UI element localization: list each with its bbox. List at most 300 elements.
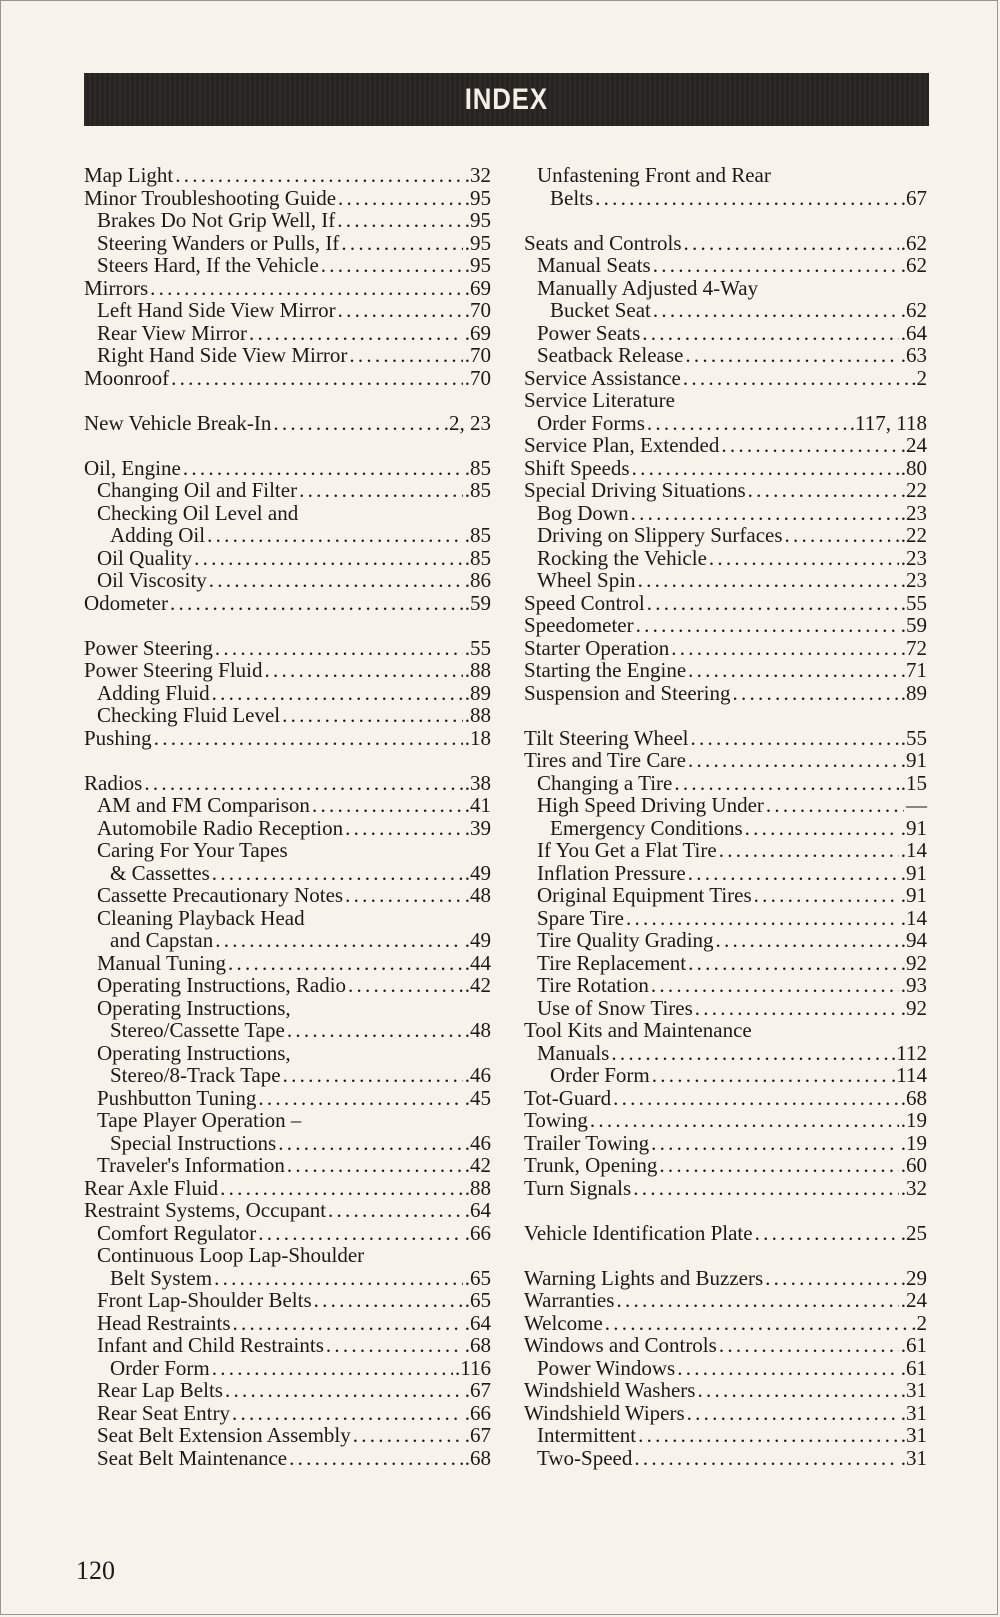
dot-leader (232, 1402, 463, 1425)
index-column-right (524, 164, 927, 1469)
index-entry-page: .48 (464, 883, 491, 907)
index-entry (84, 884, 491, 907)
dot-leader (366, 1244, 489, 1267)
index-spacer (524, 209, 927, 232)
index-entry-title: Warning Lights and Buzzers (524, 1265, 764, 1290)
index-entry (84, 862, 491, 885)
index-entry-page: .22 (900, 478, 927, 502)
dot-leader (642, 322, 899, 345)
dot-leader (228, 952, 463, 975)
index-entry-page: .93 (900, 973, 927, 997)
index-entry-title: Emergency Conditions (550, 815, 743, 840)
index-entry (84, 1402, 491, 1425)
index-entry (524, 637, 927, 660)
index-entry-page: .64 (900, 320, 927, 345)
index-entry-page: .31 (900, 1445, 927, 1470)
index-entry-title: Unfastening Front and Rear (537, 163, 771, 187)
index-entry-page: .92 (900, 950, 927, 975)
index-entry-title: Windows and Controls (524, 1333, 717, 1357)
index-spacer (84, 389, 491, 412)
index-entry (524, 479, 927, 502)
index-entry-page: .48 (464, 1018, 491, 1042)
index-entry (84, 367, 491, 390)
dot-leader (283, 1064, 463, 1087)
index-entry (84, 457, 491, 480)
index-entry (524, 1177, 927, 1200)
index-entry (84, 907, 491, 930)
index-entry-page: .63 (900, 343, 927, 367)
index-entry-title: Tot-Guard (524, 1085, 612, 1110)
page-number: 120 (76, 1556, 115, 1585)
index-entry-title: Caring For Your Tapes (97, 838, 288, 862)
index-entry-title: Tire Replacement (537, 950, 687, 975)
index-entry (524, 862, 927, 885)
index-entry-page: .85 (464, 455, 491, 480)
index-entry-title: Bog Down (537, 500, 629, 525)
dot-leader (220, 1177, 463, 1200)
index-entry-page: .49 (464, 860, 491, 885)
index-entry-title: Shift Speeds (524, 455, 630, 480)
dot-leader (289, 1447, 463, 1470)
dot-leader (677, 1357, 899, 1380)
index-entry-title: Power Steering (84, 635, 213, 660)
index-entry (84, 277, 491, 300)
index-entry (84, 772, 491, 795)
index-entry-title: Seats and Controls (524, 230, 682, 255)
index-entry-title: Spare Tire (537, 905, 624, 930)
dot-leader (732, 682, 898, 705)
index-entry-title: Special Instructions (110, 1130, 277, 1155)
index-entry-page: .70 (464, 298, 491, 322)
index-entry-title: Suspension and Steering (524, 680, 731, 705)
index-entry-page: .23 (900, 500, 927, 525)
dot-leader (207, 524, 463, 547)
index-entry-page: .32 (464, 163, 491, 187)
index-entry-page: .14 (900, 905, 927, 930)
index-entry-page: .62 (900, 230, 927, 255)
dot-leader (595, 187, 899, 210)
dot-leader (709, 547, 899, 570)
index-entry-page: .61 (900, 1355, 927, 1380)
index-entry-title: Belt System (110, 1265, 213, 1290)
dot-leader (287, 1019, 463, 1042)
index-entry-title: Driving on Slippery Surfaces (537, 523, 783, 547)
index-entry-page: .60 (900, 1153, 927, 1177)
index-entry (84, 659, 491, 682)
dot-leader (636, 614, 899, 637)
index-entry-page: .2 (911, 365, 927, 390)
index-entry-title: Order Form (550, 1063, 650, 1087)
index-entry-title: Vehicle Identification Plate (524, 1220, 753, 1245)
index-entry-title: Brakes Do Not Grip Well, If (97, 208, 336, 232)
index-entry-page: .91 (900, 860, 927, 885)
index-entry-title: Left Hand Side View Mirror (97, 298, 336, 322)
index-entry (524, 1379, 927, 1402)
index-entry (524, 502, 927, 525)
dot-leader (605, 1312, 909, 1335)
dot-leader (249, 322, 463, 345)
index-entry-title: Mirrors (84, 275, 149, 300)
dot-leader (312, 794, 463, 817)
index-entry-title: Map Light (84, 163, 174, 187)
index-entry-page: .95 (464, 230, 491, 255)
index-entry-page: .64 (464, 1198, 491, 1222)
index-entry (524, 952, 927, 975)
dot-leader (626, 907, 899, 930)
index-entry-title: Continuous Loop Lap-Shoulder (97, 1243, 365, 1267)
dot-leader (719, 1334, 899, 1357)
index-entry (84, 569, 491, 592)
index-entry (84, 1244, 491, 1267)
index-entry-title: Cleaning Playback Head (97, 905, 305, 930)
dot-leader (688, 749, 899, 772)
index-entry (84, 254, 491, 277)
index-entry (524, 389, 927, 412)
dot-leader (760, 277, 925, 300)
dot-leader (652, 1064, 889, 1087)
index-entry (84, 1312, 491, 1335)
dot-leader (300, 502, 489, 525)
index-entry-title: Inflation Pressure (537, 860, 686, 885)
dot-leader (766, 794, 904, 817)
index-entry (524, 1334, 927, 1357)
dot-leader (314, 1289, 463, 1312)
index-entry (524, 1042, 927, 1065)
index-entry (524, 322, 927, 345)
dot-leader (647, 592, 899, 615)
index-entry-page: .85 (464, 523, 491, 547)
dot-leader (171, 367, 463, 390)
index-entry (84, 524, 491, 547)
index-entry-title: Checking Fluid Level (97, 703, 281, 727)
index-entry (84, 187, 491, 210)
index-entry-page: .95 (464, 208, 491, 232)
index-entry (524, 524, 927, 547)
index-entry (84, 682, 491, 705)
index-entry (524, 1064, 927, 1087)
index-entry (524, 1289, 927, 1312)
dot-leader (349, 344, 462, 367)
index-entry (524, 974, 927, 997)
index-entry (84, 952, 491, 975)
index-entry-page: .69 (464, 320, 491, 345)
index-entry (84, 817, 491, 840)
dot-leader (258, 1087, 462, 1110)
index-entry (84, 1042, 491, 1065)
index-entry-page: .85 (464, 478, 491, 502)
index-entry-title: If You Get a Flat Tire (537, 838, 717, 862)
index-entry-page: .55 (900, 725, 927, 750)
index-entry (84, 547, 491, 570)
index-entry-title: Steers Hard, If the Vehicle (97, 253, 319, 277)
index-entry-title: Oil Quality (97, 545, 193, 570)
index-entry-page: .49 (464, 928, 491, 952)
index-entry-page: .55 (900, 590, 927, 615)
index-entry (524, 299, 927, 322)
index-entry-title: Service Assistance (524, 365, 681, 390)
index-entry (524, 457, 927, 480)
index-entry-title: Seatback Release (537, 343, 684, 367)
index-entry-title: Oil Viscosity (97, 568, 207, 592)
index-entry-page: .19 (900, 1108, 927, 1132)
index-entry (84, 637, 491, 660)
dot-leader (282, 704, 463, 727)
dot-leader (341, 232, 462, 255)
dot-leader (303, 1109, 489, 1132)
dot-leader (258, 1222, 463, 1245)
index-entry-page: .117, 118 (849, 410, 927, 435)
index-entry (524, 929, 927, 952)
dot-leader (687, 1402, 899, 1425)
index-entry-page: .85 (464, 545, 491, 570)
index-entry-page: .2, 23 (443, 410, 491, 435)
index-entry-title: Starting the Engine (524, 658, 687, 682)
dot-leader (653, 299, 899, 322)
index-entry-title: Manual Seats (537, 253, 651, 277)
dot-leader (716, 929, 899, 952)
index-entry (524, 682, 927, 705)
index-entry-title: and Capstan (110, 928, 214, 952)
index-entry (84, 1267, 491, 1290)
index-entry-title: Operating Instructions, (97, 1040, 291, 1065)
index-entry-page: .71 (900, 658, 927, 682)
index-entry-page: .112 (891, 1040, 927, 1065)
index-entry (524, 794, 927, 817)
index-entry-title: Head Restraints (97, 1310, 231, 1335)
index-entry (84, 1019, 491, 1042)
index-entry (524, 412, 927, 435)
index-entry-title: Manually Adjusted 4-Way (537, 275, 759, 300)
index-entry-page: .88 (464, 658, 491, 682)
index-entry (524, 1154, 927, 1177)
dot-leader (212, 1357, 453, 1380)
index-entry-page: .62 (900, 298, 927, 322)
index-entry-title: Pushing (84, 725, 152, 750)
dot-leader (337, 209, 463, 232)
index-entry-page: .42 (464, 973, 491, 997)
index-entry (524, 817, 927, 840)
dot-leader (613, 1087, 899, 1110)
index-entry-title: Turn Signals (524, 1175, 632, 1200)
index-entry-page: .23 (900, 545, 927, 570)
index-entry-title: High Speed Driving Under (537, 793, 764, 817)
dot-leader (233, 1312, 463, 1335)
index-entry-title: Manual Tuning (97, 950, 226, 975)
index-entry-title: Power Steering Fluid (84, 658, 263, 682)
index-entry (84, 974, 491, 997)
index-entry (524, 1424, 927, 1447)
index-entry-title: Moonroof (84, 365, 170, 390)
dot-leader (154, 727, 463, 750)
index-entry-title: Odometer (84, 590, 168, 615)
index-entry-title: Restraint Systems, Occupant (84, 1198, 327, 1222)
dot-leader (754, 884, 899, 907)
dot-leader (748, 479, 899, 502)
index-entry-title: Use of Snow Tires (537, 995, 693, 1020)
dot-leader (631, 502, 899, 525)
index-entry-title: Tire Rotation (537, 973, 649, 997)
index-entry-page: .24 (900, 1288, 927, 1312)
index-entry (84, 997, 491, 1020)
dot-leader (685, 344, 898, 367)
index-entry (524, 187, 927, 210)
index-entry-page: — (906, 793, 927, 817)
index-entry (84, 839, 491, 862)
index-entry (84, 299, 491, 322)
index-entry-page: .39 (464, 815, 491, 840)
index-entry-page: .62 (900, 253, 927, 277)
index-entry-page: .2 (911, 1310, 927, 1335)
index-entry-page: .55 (464, 635, 491, 660)
index-entry (524, 839, 927, 862)
index-entry-title: Manuals (537, 1040, 610, 1065)
index-entry-title: Trailer Towing (524, 1130, 650, 1155)
index-entry-title: Original Equipment Tires (537, 883, 752, 907)
index-entry (524, 1222, 927, 1245)
dot-leader (212, 862, 463, 885)
index-entry-title: Welcome (524, 1310, 603, 1335)
index-entry (84, 1064, 491, 1087)
index-entry-page: .95 (464, 185, 491, 210)
dot-leader (215, 637, 463, 660)
index-entry-page: .42 (464, 1153, 491, 1177)
index-entry-page: .92 (900, 995, 927, 1020)
dot-leader (632, 457, 899, 480)
dot-leader (183, 457, 463, 480)
index-entry (84, 1132, 491, 1155)
index-entry-title: Tape Player Operation – (97, 1108, 302, 1132)
dot-leader (225, 1379, 463, 1402)
index-entry-page: .15 (900, 770, 927, 795)
index-entry-page: .22 (900, 523, 927, 547)
index-entry-title: Oil, Engine (84, 455, 181, 480)
index-entry (524, 569, 927, 592)
dot-leader (345, 817, 463, 840)
index-entry-page: .61 (900, 1333, 927, 1357)
index-entry-page: .69 (464, 275, 491, 300)
dot-leader (170, 592, 463, 615)
index-entry-title: Rocking the Vehicle (537, 545, 707, 570)
index-entry (84, 1087, 491, 1110)
index-entry (524, 997, 927, 1020)
index-entry-page: .59 (900, 613, 927, 637)
index-entry-page: .70 (464, 343, 491, 367)
index-entry-page: .64 (464, 1310, 491, 1335)
index-entry-page: .80 (900, 455, 927, 480)
index-entry (84, 322, 491, 345)
index-entry-title: Seat Belt Extension Assembly (97, 1423, 351, 1447)
index-entry-title: Windshield Wipers (524, 1400, 685, 1425)
index-entry-page: .38 (464, 770, 491, 795)
index-entry-title: Radios (84, 770, 143, 795)
index-entry-title: Tool Kits and Maintenance (524, 1018, 752, 1042)
index-entry-page: .24 (900, 433, 927, 457)
index-entry (524, 727, 927, 750)
dot-leader (215, 929, 463, 952)
index-entry (524, 1019, 927, 1042)
index-entry-title: Front Lap-Shoulder Belts (97, 1288, 312, 1312)
index-entry-title: Starter Operation (524, 635, 670, 660)
index-entry-page: .89 (464, 680, 491, 705)
index-entry-page: .32 (900, 1175, 927, 1200)
dot-leader (144, 772, 462, 795)
index-entry-page: .66 (464, 1220, 491, 1245)
dot-leader (755, 1222, 899, 1245)
index-entry-title: Operating Instructions, Radio (97, 973, 347, 997)
index-entry-title: Tire Quality Grading (537, 928, 714, 952)
index-entry-page: .29 (900, 1265, 927, 1290)
index-entry-page: .88 (464, 1175, 491, 1200)
dot-leader (653, 254, 899, 277)
index-header-banner (84, 73, 929, 126)
index-entry-title: Wheel Spin (537, 568, 636, 592)
index-entry-title: Minor Troubleshooting Guide (84, 185, 337, 210)
dot-leader (328, 1199, 463, 1222)
index-entry (524, 884, 927, 907)
dot-leader (659, 1154, 898, 1177)
dot-leader (287, 1154, 463, 1177)
index-entry-page: .31 (900, 1400, 927, 1425)
dot-leader (691, 727, 899, 750)
index-entry-title: Windshield Washers (524, 1378, 696, 1402)
index-entry (84, 929, 491, 952)
dot-leader (773, 164, 925, 187)
dot-leader (338, 187, 463, 210)
index-spacer (84, 434, 491, 457)
index-entry (524, 1447, 927, 1470)
index-entry-page: .116 (455, 1355, 491, 1380)
index-entry (84, 592, 491, 615)
index-entry (524, 1357, 927, 1380)
dot-leader (293, 1042, 489, 1065)
index-entry (524, 277, 927, 300)
index-entry (524, 344, 927, 367)
index-entry (524, 434, 927, 457)
index-entry-page: .46 (464, 1063, 491, 1087)
index-entry-title: Bucket Seat (550, 298, 651, 322)
index-entry-title: Rear Lap Belts (97, 1378, 223, 1402)
dot-leader (611, 1042, 889, 1065)
dot-leader (677, 389, 925, 412)
index-entry-page: .68 (464, 1333, 491, 1357)
index-entry (524, 547, 927, 570)
index-entry-page: .94 (900, 928, 927, 952)
dot-leader (695, 997, 899, 1020)
index-entry (84, 1154, 491, 1177)
index-entry-title: Seat Belt Maintenance (97, 1445, 288, 1470)
index-entry-page: .67 (464, 1423, 491, 1447)
dot-leader (647, 412, 848, 435)
index-entry (84, 1177, 491, 1200)
index-entry (524, 749, 927, 772)
index-entry-page: .67 (900, 185, 927, 210)
index-spacer (84, 749, 491, 772)
index-entry (524, 592, 927, 615)
index-entry (84, 794, 491, 817)
index-entry (84, 1222, 491, 1245)
dot-leader (293, 997, 489, 1020)
index-entry-title: Adding Oil (110, 523, 206, 547)
index-spacer (84, 614, 491, 637)
index-entry-page: .114 (891, 1063, 927, 1087)
index-entry (84, 1357, 491, 1380)
dot-leader (209, 569, 463, 592)
dot-leader (590, 1109, 899, 1132)
index-entry (84, 412, 491, 435)
dot-leader (212, 682, 463, 705)
index-entry-page: .25 (900, 1220, 927, 1245)
index-entry (84, 704, 491, 727)
